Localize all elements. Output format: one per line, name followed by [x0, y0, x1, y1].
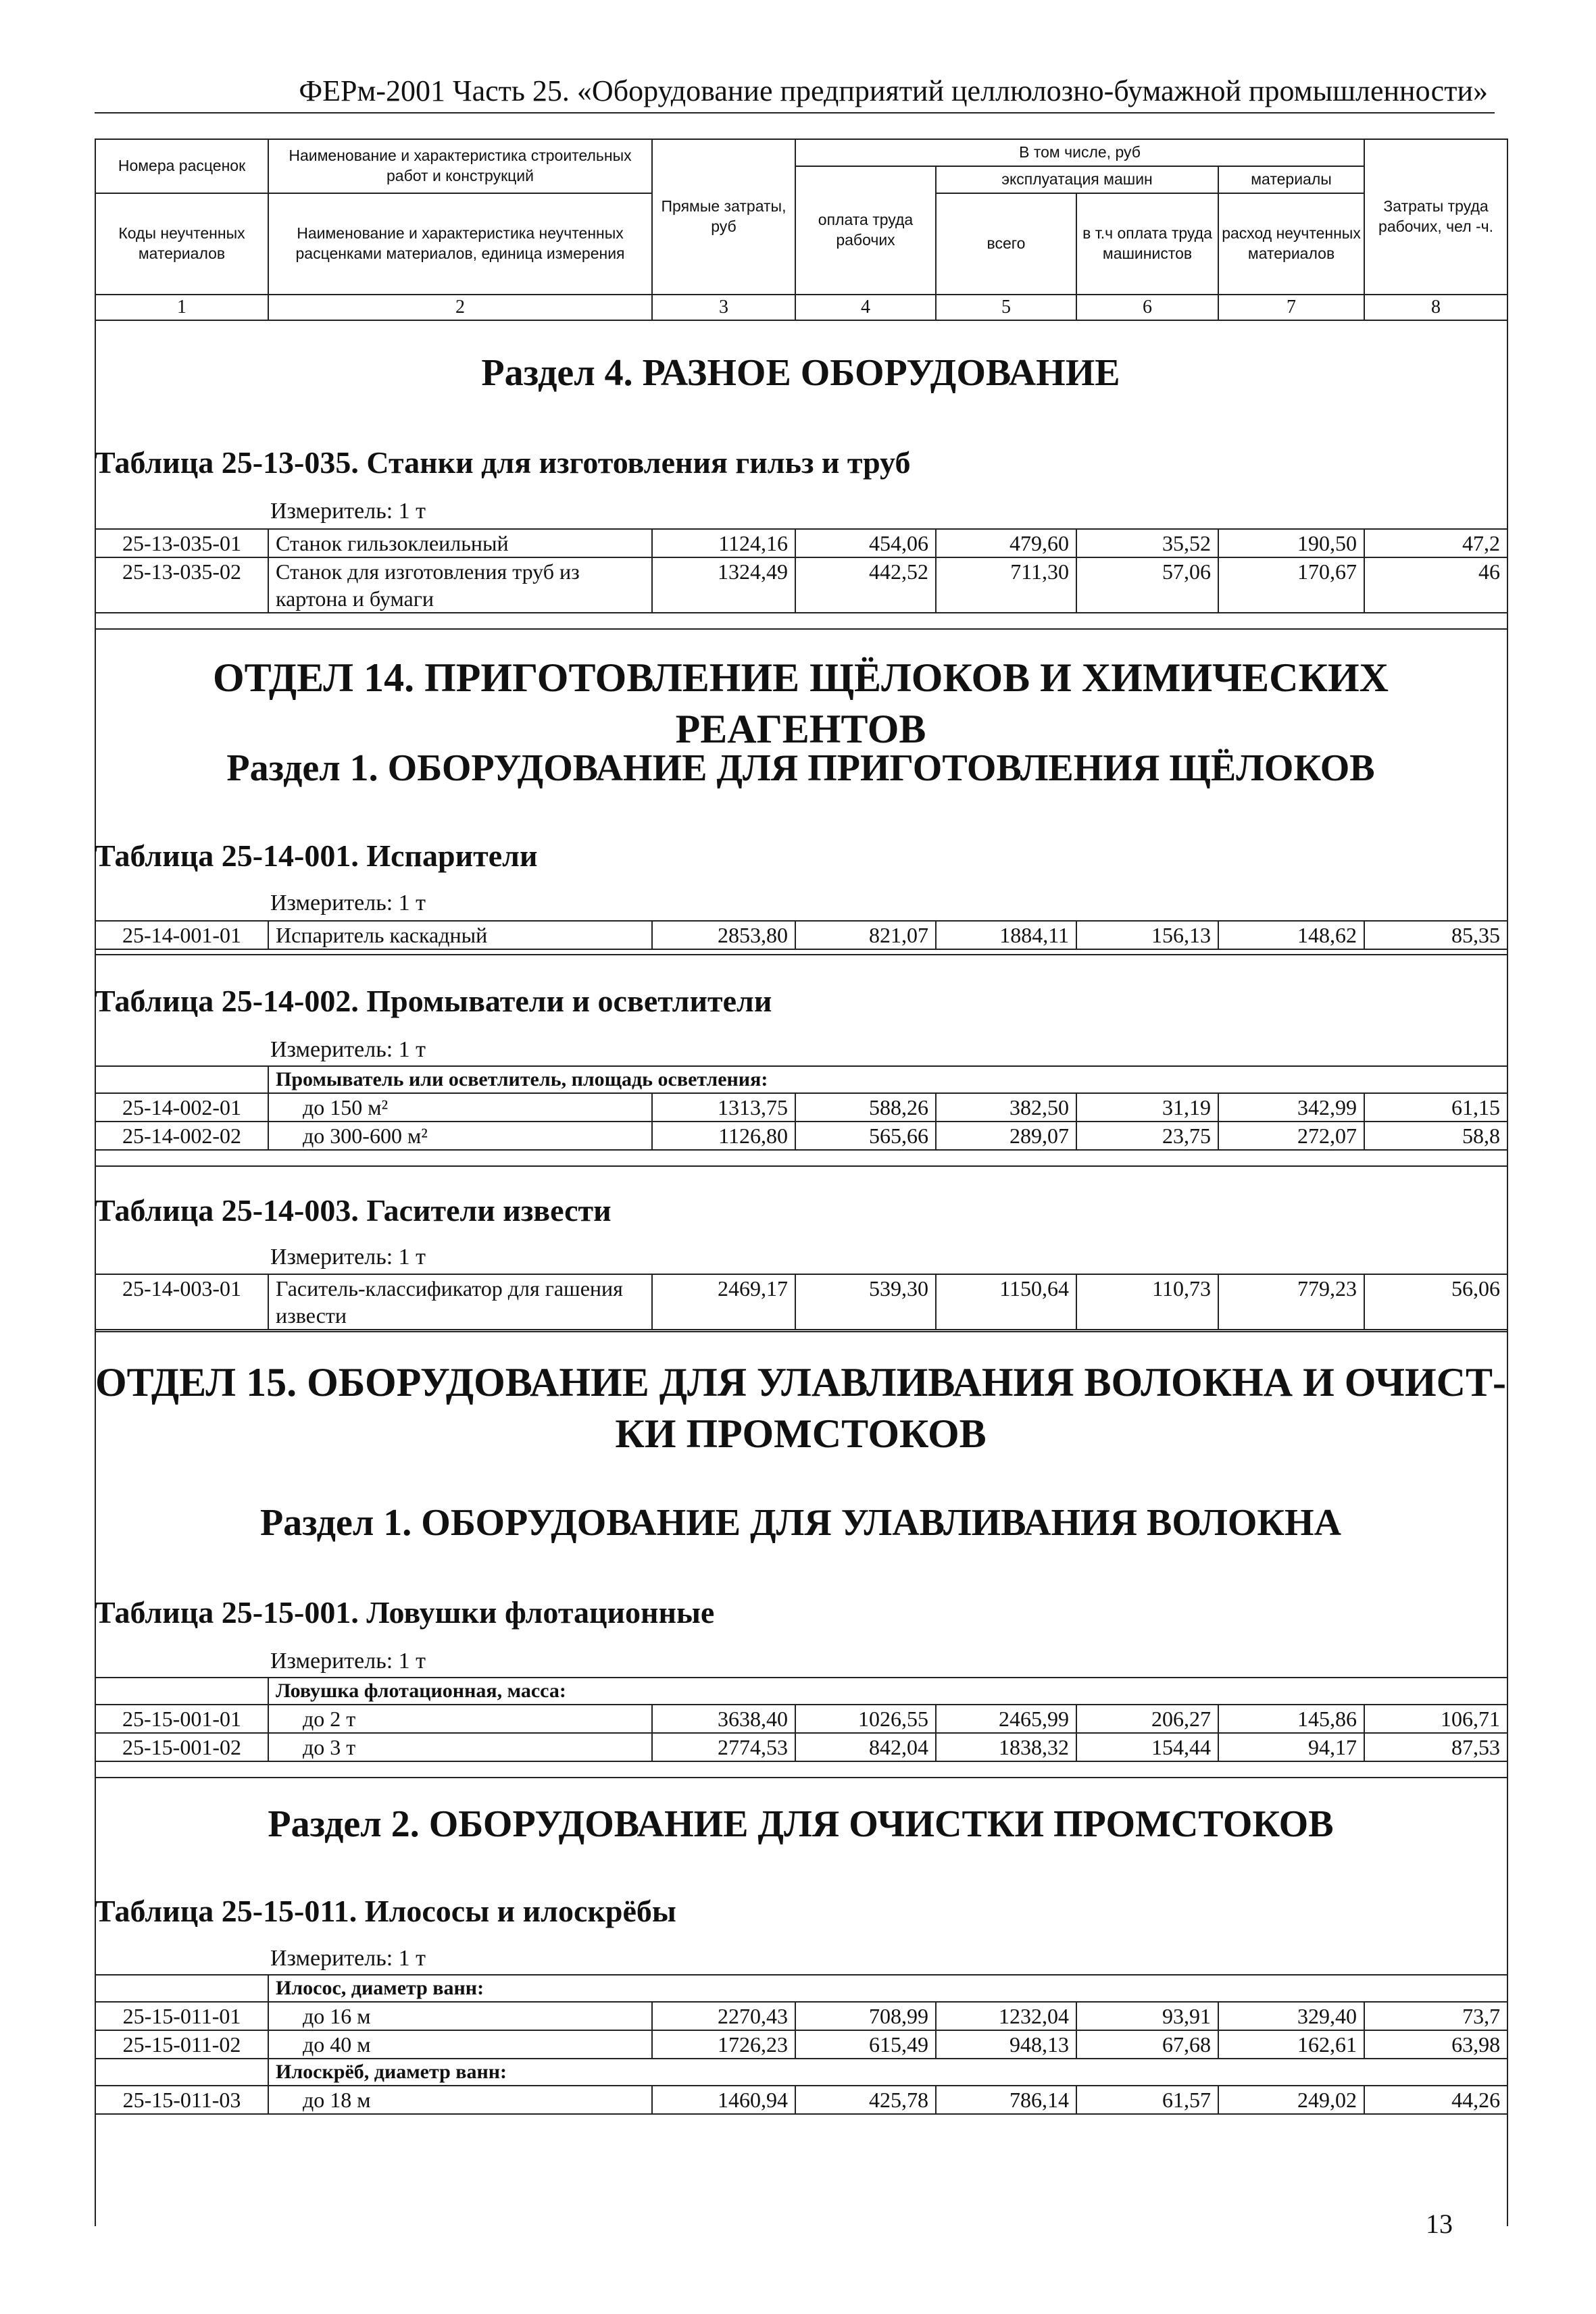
rate-name: до 300-600 м² [268, 1122, 652, 1150]
table-row [95, 2086, 1507, 2114]
page-header [95, 65, 1495, 114]
labor-cost: 85,35 [1364, 921, 1507, 949]
group-code-cell [95, 1975, 268, 2002]
materials-cost: 148,62 [1218, 921, 1364, 949]
group-title: Илоскрёб, диаметр ванн: [268, 2059, 1507, 2086]
page-number: 13 [1426, 2209, 1453, 2239]
rates-table [95, 1677, 1508, 1762]
machine-cost: 711,30 [936, 557, 1076, 613]
page-header-title: ФЕРм-2001 Часть 25. «Оборудование предприятий целлюлозно-бумажной промышленности» [299, 74, 1488, 107]
rate-code: 25-14-003-01 [95, 1274, 268, 1330]
wage-cost: 442,52 [795, 557, 936, 613]
direct-cost: 2270,43 [652, 2002, 795, 2030]
rate-code: 25-15-011-03 [95, 2086, 268, 2114]
col-number: 3 [652, 295, 795, 320]
group-title: Ловушка флотационная, масса: [268, 1678, 1507, 1705]
machine-cost: 2465,99 [936, 1705, 1076, 1733]
group-code-cell [95, 2059, 268, 2086]
table-row [95, 2030, 1507, 2059]
group-title: Промыватель или осветлитель, площадь осветления: [268, 1066, 1507, 1093]
col-materials-code-header: Коды неучтенных материалов [95, 193, 268, 295]
table-row [95, 1274, 1507, 1330]
col-name-header: Наименование и характеристика строительных работ и конструкций [268, 139, 652, 193]
materials-cost: 329,40 [1218, 2002, 1364, 2030]
col-code-header: Номера расценок [95, 139, 268, 193]
column-header-table [95, 139, 1508, 321]
col-number: 1 [95, 295, 268, 320]
materials-cost: 190,50 [1218, 529, 1364, 557]
wage-cost: 821,07 [795, 921, 936, 949]
rate-code: 25-15-001-01 [95, 1705, 268, 1733]
col-number: 6 [1076, 295, 1218, 320]
col-number: 7 [1218, 295, 1364, 320]
measure-unit: Измеритель: 1 т [270, 890, 426, 915]
rate-name: Станок для изготовления труб из картона и бумаги [268, 557, 652, 613]
machine-cost: 1150,64 [936, 1274, 1076, 1330]
section-heading: Раздел 1. ОБОРУДОВАНИЕ ДЛЯ ПРИГОТОВЛЕНИЯ ЩЁЛОКОВ [226, 747, 1375, 789]
labor-cost: 73,7 [1364, 2002, 1507, 2030]
col-materials-header: материалы [1218, 166, 1364, 193]
labor-cost: 46 [1364, 557, 1507, 613]
direct-cost: 2469,17 [652, 1274, 795, 1330]
measure-unit: Измеритель: 1 т [270, 499, 426, 524]
rate-name: до 150 м² [268, 1093, 652, 1122]
wage-cost: 1026,55 [795, 1705, 936, 1733]
group-row [95, 2059, 1507, 2086]
col-mach-wage-header: в т.ч оплата труда машинистов [1076, 193, 1218, 295]
rates-table [95, 1274, 1508, 1330]
section-divider [95, 1777, 1508, 1778]
direct-cost: 1124,16 [652, 529, 795, 557]
measure-unit: Измеритель: 1 т [270, 1037, 426, 1062]
rate-code: 25-14-002-02 [95, 1122, 268, 1150]
labor-cost: 47,2 [1364, 529, 1507, 557]
machine-cost: 479,60 [936, 529, 1076, 557]
group-row [95, 1066, 1507, 1093]
materials-cost: 94,17 [1218, 1733, 1364, 1761]
wage-cost: 615,49 [795, 2030, 936, 2059]
rates-table [95, 1065, 1508, 1151]
direct-cost: 3638,40 [652, 1705, 795, 1733]
col-number: 8 [1364, 295, 1507, 320]
table-row [95, 921, 1507, 949]
table-row [95, 529, 1507, 557]
table-title: Таблица 25-14-002. Промыватели и осветлители [95, 984, 772, 1018]
rate-name: Гаситель-классификатор для гашения извести [268, 1274, 652, 1330]
group-row [95, 1975, 1507, 2002]
col-wage-header: оплата труда рабочих [795, 166, 936, 295]
rates-table [95, 1974, 1508, 2115]
wage-cost: 425,78 [795, 2086, 936, 2114]
materials-cost: 272,07 [1218, 1122, 1364, 1150]
col-total-header: всего [936, 193, 1076, 295]
department-heading: ОТДЕЛ 14. ПРИГОТОВЛЕНИЕ ЩЁЛОКОВ И ХИМИЧЕСКИХ РЕАГЕНТОВ [212, 655, 1389, 751]
machine-cost: 1838,32 [936, 1733, 1076, 1761]
wage-cost: 565,66 [795, 1122, 936, 1150]
labor-cost: 87,53 [1364, 1733, 1507, 1761]
table-row [95, 557, 1507, 613]
rate-code: 25-14-002-01 [95, 1093, 268, 1122]
machine-wage-cost: 156,13 [1076, 921, 1218, 949]
labor-cost: 61,15 [1364, 1093, 1507, 1122]
col-materials-name-header: Наименование и характеристика неучтенных расценками материалов, единица измерения [268, 193, 652, 295]
rate-name: Испаритель каскадный [268, 921, 652, 949]
section-divider [95, 1165, 1508, 1167]
direct-cost: 1726,23 [652, 2030, 795, 2059]
rate-code: 25-15-011-02 [95, 2030, 268, 2059]
rates-table [95, 528, 1508, 613]
direct-cost: 1126,80 [652, 1122, 795, 1150]
rate-name: до 40 м [268, 2030, 652, 2059]
section-divider [95, 954, 1508, 955]
col-consumption-header: расход неучтенных материалов [1218, 193, 1364, 295]
machine-cost: 786,14 [936, 2086, 1076, 2114]
col-exploitation-header: эксплуатация машин [936, 166, 1218, 193]
materials-cost: 342,99 [1218, 1093, 1364, 1122]
rate-name: до 2 т [268, 1705, 652, 1733]
direct-cost: 1324,49 [652, 557, 795, 613]
table-row [95, 1705, 1507, 1733]
machine-wage-cost: 35,52 [1076, 529, 1218, 557]
labor-cost: 58,8 [1364, 1122, 1507, 1150]
direct-cost: 1313,75 [652, 1093, 795, 1122]
wage-cost: 708,99 [795, 2002, 936, 2030]
department-heading: ОТДЕЛ 15. ОБОРУДОВАНИЕ ДЛЯ УЛАВЛИВАНИЯ ВОЛОКНА И ОЧИСТ- [95, 1360, 1507, 1405]
col-labor-header: Затраты труда рабочих, чел -ч. [1364, 139, 1507, 295]
machine-cost: 1232,04 [936, 2002, 1076, 2030]
machine-wage-cost: 206,27 [1076, 1705, 1218, 1733]
group-code-cell [95, 1066, 268, 1093]
col-number: 5 [936, 295, 1076, 320]
section-heading: Раздел 1. ОБОРУДОВАНИЕ ДЛЯ УЛАВЛИВАНИЯ ВОЛОКНА [259, 1502, 1342, 1544]
machine-wage-cost: 154,44 [1076, 1733, 1218, 1761]
wage-cost: 539,30 [795, 1274, 936, 1330]
machine-cost: 948,13 [936, 2030, 1076, 2059]
col-number: 2 [268, 295, 652, 320]
rate-name: до 18 м [268, 2086, 652, 2114]
direct-cost: 2853,80 [652, 921, 795, 949]
machine-wage-cost: 23,75 [1076, 1122, 1218, 1150]
table-row [95, 1122, 1507, 1150]
materials-cost: 145,86 [1218, 1705, 1364, 1733]
materials-cost: 162,61 [1218, 2030, 1364, 2059]
rate-name: до 3 т [268, 1733, 652, 1761]
measure-unit: Измеритель: 1 т [270, 1946, 426, 1971]
machine-wage-cost: 110,73 [1076, 1274, 1218, 1330]
col-incl-header: В том числе, руб [795, 139, 1364, 166]
machine-wage-cost: 31,19 [1076, 1093, 1218, 1122]
wage-cost: 842,04 [795, 1733, 936, 1761]
rates-table [95, 920, 1508, 950]
materials-cost: 170,67 [1218, 557, 1364, 613]
group-title: Илосос, диаметр ванн: [268, 1975, 1507, 2002]
table-title: Таблица 25-14-003. Гасители извести [95, 1193, 612, 1228]
machine-cost: 289,07 [936, 1122, 1076, 1150]
machine-wage-cost: 57,06 [1076, 557, 1218, 613]
group-code-cell [95, 1678, 268, 1705]
section-heading: Раздел 2. ОБОРУДОВАНИЕ ДЛЯ ОЧИСТКИ ПРОМСТОКОВ [268, 1803, 1334, 1845]
machine-wage-cost: 61,57 [1076, 2086, 1218, 2114]
machine-wage-cost: 67,68 [1076, 2030, 1218, 2059]
table-row [95, 1093, 1507, 1122]
direct-cost: 1460,94 [652, 2086, 795, 2114]
machine-cost: 1884,11 [936, 921, 1076, 949]
labor-cost: 106,71 [1364, 1705, 1507, 1733]
materials-cost: 779,23 [1218, 1274, 1364, 1330]
table-title: Таблица 25-13-035. Станки для изготовления гильз и труб [95, 445, 911, 480]
department-heading: КИ ПРОМСТОКОВ [615, 1411, 987, 1456]
machine-cost: 382,50 [936, 1093, 1076, 1122]
table-row [95, 2002, 1507, 2030]
rate-name: Станок гильзоклеильный [268, 529, 652, 557]
table-title: Таблица 25-15-011. Илососы и илоскрёбы [95, 1894, 676, 1928]
group-row [95, 1678, 1507, 1705]
rate-name: до 16 м [268, 2002, 652, 2030]
rate-code: 25-13-035-01 [95, 529, 268, 557]
section-divider [95, 628, 1508, 630]
col-number: 4 [795, 295, 936, 320]
labor-cost: 44,26 [1364, 2086, 1507, 2114]
wage-cost: 454,06 [795, 529, 936, 557]
machine-wage-cost: 93,91 [1076, 2002, 1218, 2030]
direct-cost: 2774,53 [652, 1733, 795, 1761]
col-direct-header: Прямые затраты, руб [652, 139, 795, 295]
wage-cost: 588,26 [795, 1093, 936, 1122]
labor-cost: 56,06 [1364, 1274, 1507, 1330]
rate-code: 25-13-035-02 [95, 557, 268, 613]
table-row [95, 1733, 1507, 1761]
table-title: Таблица 25-15-001. Ловушки флотационные [95, 1595, 715, 1630]
rate-code: 25-15-001-02 [95, 1733, 268, 1761]
section-divider [95, 1331, 1508, 1332]
materials-cost: 249,02 [1218, 2086, 1364, 2114]
measure-unit: Измеритель: 1 т [270, 1244, 426, 1269]
labor-cost: 63,98 [1364, 2030, 1507, 2059]
rate-code: 25-15-011-01 [95, 2002, 268, 2030]
rate-code: 25-14-001-01 [95, 921, 268, 949]
table-title: Таблица 25-14-001. Испарители [95, 838, 538, 873]
section-heading: Раздел 4. РАЗНОЕ ОБОРУДОВАНИЕ [481, 352, 1120, 394]
measure-unit: Измеритель: 1 т [270, 1649, 426, 1674]
